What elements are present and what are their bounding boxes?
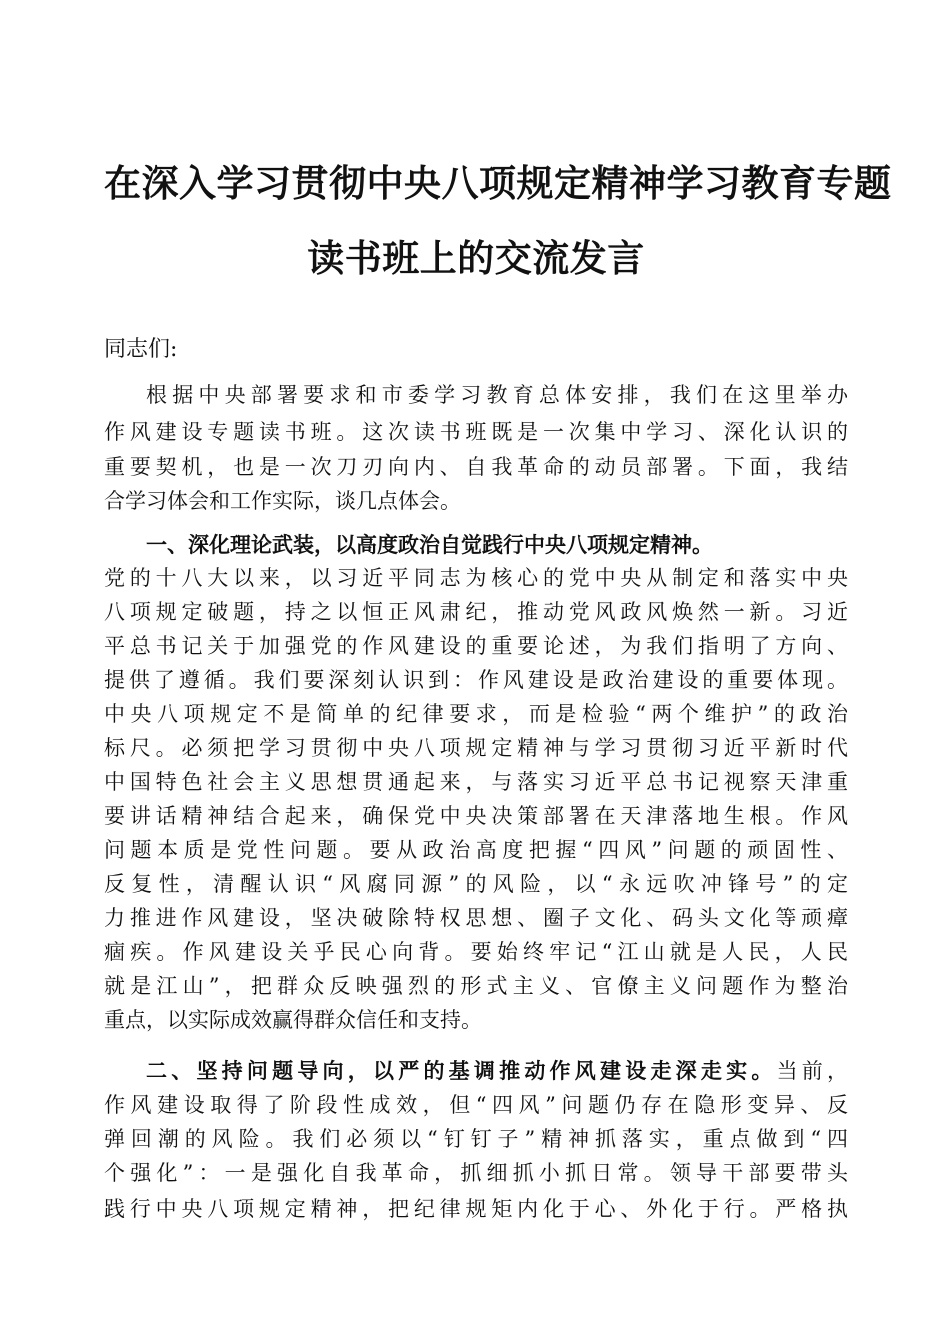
section-1-line: 就是江山”，把群众反映强烈的形式主义、官僚主义问题作为整治 — [104, 974, 848, 998]
section-2-line: 个强化”：一是强化自我革命，抓细抓小抓日常。领导干部要带头 — [104, 1161, 848, 1185]
section-1-line: 痼疾。作风建设关乎民心向背。要始终牢记“江山就是人民，人民 — [104, 940, 848, 964]
intro-line: 作风建设专题读书班。这次读书班既是一次集中学习、深化认识的 — [104, 420, 848, 444]
intro-line: 重要契机，也是一次刀刃向内、自我革命的动员部署。下面，我结 — [104, 455, 848, 479]
section-2-heading-tail: 当前， — [776, 1059, 849, 1083]
section-1-line: 党的十八大以来，以习近平同志为核心的党中央从制定和落实中央 — [104, 566, 848, 590]
section-1-line: 问题本质是党性问题。要从政治高度把握“四风”问题的顽固性、 — [104, 838, 848, 862]
document-title-line-1: 在深入学习贯彻中央八项规定精神学习教育专题 — [104, 162, 892, 205]
section-2-line: 作风建设取得了阶段性成效，但“四风”问题仍存在隐形变异、反 — [104, 1093, 848, 1117]
section-1-line: 八项规定破题，持之以恒正风肃纪，推动党风政风焕然一新。习近 — [104, 600, 848, 624]
section-1-line: 重点，以实际成效赢得群众信任和支持。 — [104, 1008, 482, 1032]
salutation: 同志们: — [104, 337, 178, 362]
section-1-line: 反复性，清醒认识“风腐同源”的风险，以“永远吹冲锋号”的定 — [104, 872, 848, 896]
intro-line: 根据中央部署要求和市委学习教育总体安排，我们在这里举办 — [146, 383, 848, 407]
section-1-line: 平总书记关于加强党的作风建设的重要论述，为我们指明了方向、 — [104, 634, 848, 658]
section-1-line: 中国特色社会主义思想贯通起来，与落实习近平总书记视察天津重 — [104, 770, 848, 794]
document-title-line-2: 读书班上的交流发言 — [307, 237, 645, 280]
section-2-heading-line — [146, 1061, 848, 1082]
intro-line: 合学习体会和工作实际，谈几点体会。 — [104, 489, 461, 513]
section-2-heading: 二、坚持问题导向，以严的基调推动作风建设走深走实。 — [146, 1059, 777, 1083]
section-1-line: 力推进作风建设，坚决破除特权思想、圈子文化、码头文化等顽瘴 — [104, 906, 848, 930]
section-2-line: 弹回潮的风险。我们必须以“钉钉子”精神抓落实，重点做到“四 — [104, 1127, 848, 1151]
section-2-line: 践行中央八项规定精神，把纪律规矩内化于心、外化于行。严格执 — [104, 1197, 848, 1221]
section-1-line: 要讲话精神结合起来，确保党中央决策部署在天津落地生根。作风 — [104, 804, 848, 828]
section-1-heading: 一、深化理论武装，以高度政治自觉践行中央八项规定精神。 — [146, 533, 713, 557]
section-1-line: 提供了遵循。我们要深刻认识到：作风建设是政治建设的重要体现。 — [104, 668, 848, 692]
section-1-line: 标尺。必须把学习贯彻中央八项规定精神与学习贯彻习近平新时代 — [104, 736, 848, 760]
section-1-line: 中央八项规定不是简单的纪律要求，而是检验“两个维护”的政治 — [104, 702, 848, 726]
